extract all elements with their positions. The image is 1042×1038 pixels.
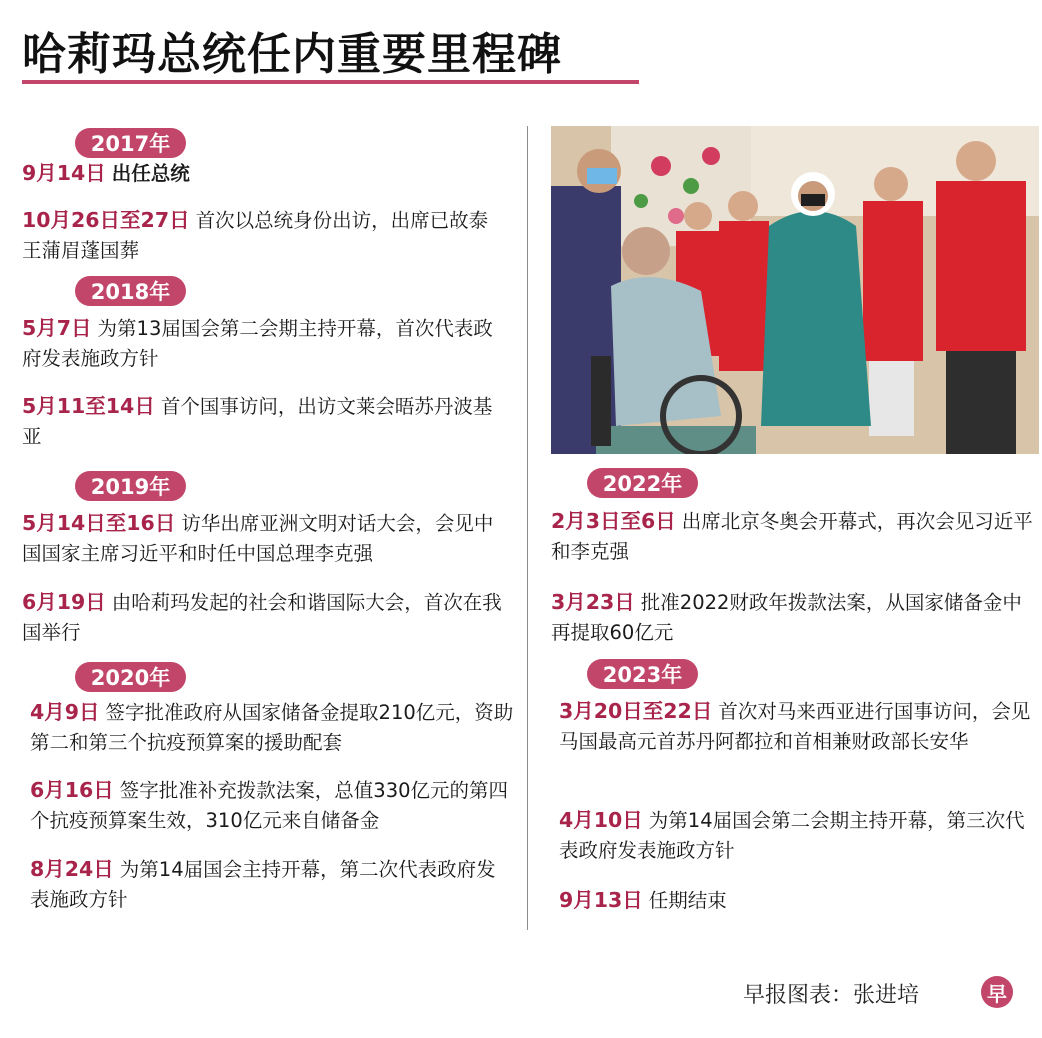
year-badge-2022: 2022年 [587,468,698,498]
page-title: 哈莉玛总统任内重要里程碑 [22,29,562,80]
event-description: 出任总统 [111,162,190,185]
event-date: 5月14日至16日 [22,511,176,535]
timeline-event [559,805,1042,866]
event-date: 6月16日 [30,778,114,802]
event-description: 首次以总统身份出访，出席已故泰王蒲眉蓬国葬 [22,209,489,262]
timeline-event [30,697,515,758]
event-date: 6月19日 [22,590,106,614]
event-date: 9月13日 [559,888,643,912]
year-badge-2020: 2020年 [75,662,186,692]
graphic-credit: 早报图表：张进培 [743,983,920,1008]
event-date: 9月14日 [22,161,106,185]
event-description: 由哈莉玛发起的社会和谐国际大会，首次在我国举行 [22,591,502,644]
photo-illustration [551,126,1039,454]
event-date: 4月10日 [559,808,643,832]
timeline-event [22,587,507,648]
year-badge-2017: 2017年 [75,128,186,158]
timeline-event [30,854,515,915]
event-description: 签字批准政府从国家储备金提取210亿元，资助第二和第三个抗疫预算案的援助配套 [30,701,514,754]
event-date: 8月24日 [30,857,114,881]
timeline-event [22,313,507,374]
event-date: 4月9日 [30,700,100,724]
event-description: 为第14届国会主持开幕，第二次代表政府发表施政方针 [30,858,496,911]
event-description: 出席北京冬奥会开幕式，再次会见习近平和李克强 [551,510,1033,563]
event-date: 5月11至14日 [22,394,155,418]
event-description: 访华出席亚洲文明对话大会，会见中国国家主席习近平和时任中国总理李克强 [22,512,494,565]
timeline-event [30,775,515,836]
year-badge-2019: 2019年 [75,471,186,501]
year-badge-2018: 2018年 [75,276,186,306]
year-badge-2023: 2023年 [587,659,698,689]
event-photo [551,126,1039,454]
timeline-event [22,391,507,452]
event-description: 批准2022财政年拨款法案，从国家储备金中再提取60亿元 [551,591,1022,644]
event-date: 5月7日 [22,316,92,340]
event-description: 首次对马来西亚进行国事访问，会见马国最高元首苏丹阿都拉和首相兼财政部长安华 [559,700,1031,753]
timeline-event [551,587,1036,648]
timeline-event [559,885,1042,916]
event-description: 首个国事访问，出访文莱会晤苏丹波基亚 [22,395,493,448]
timeline-event [551,506,1036,567]
event-date: 2月3日至6日 [551,509,676,533]
timeline-event [22,158,507,189]
event-description: 任期结束 [648,889,727,912]
event-date: 3月23日 [551,590,635,614]
event-date: 10月26日至27日 [22,208,190,232]
event-description: 为第13届国会第二会期主持开幕，首次代表政府发表施政方针 [22,317,493,370]
title-underline [22,80,639,84]
zaobao-logo-icon: 早 [981,976,1013,1008]
column-divider [527,126,528,930]
timeline-event [22,508,507,569]
timeline-event [559,696,1042,757]
event-date: 3月20日至22日 [559,699,713,723]
event-description: 签字批准补充拨款法案，总值330亿元的第四个抗疫预算案生效，310亿元来自储备金 [30,779,509,832]
event-description: 为第14届国会第二会期主持开幕，第三次代表政府发表施政方针 [559,809,1025,862]
timeline-event [22,205,507,266]
